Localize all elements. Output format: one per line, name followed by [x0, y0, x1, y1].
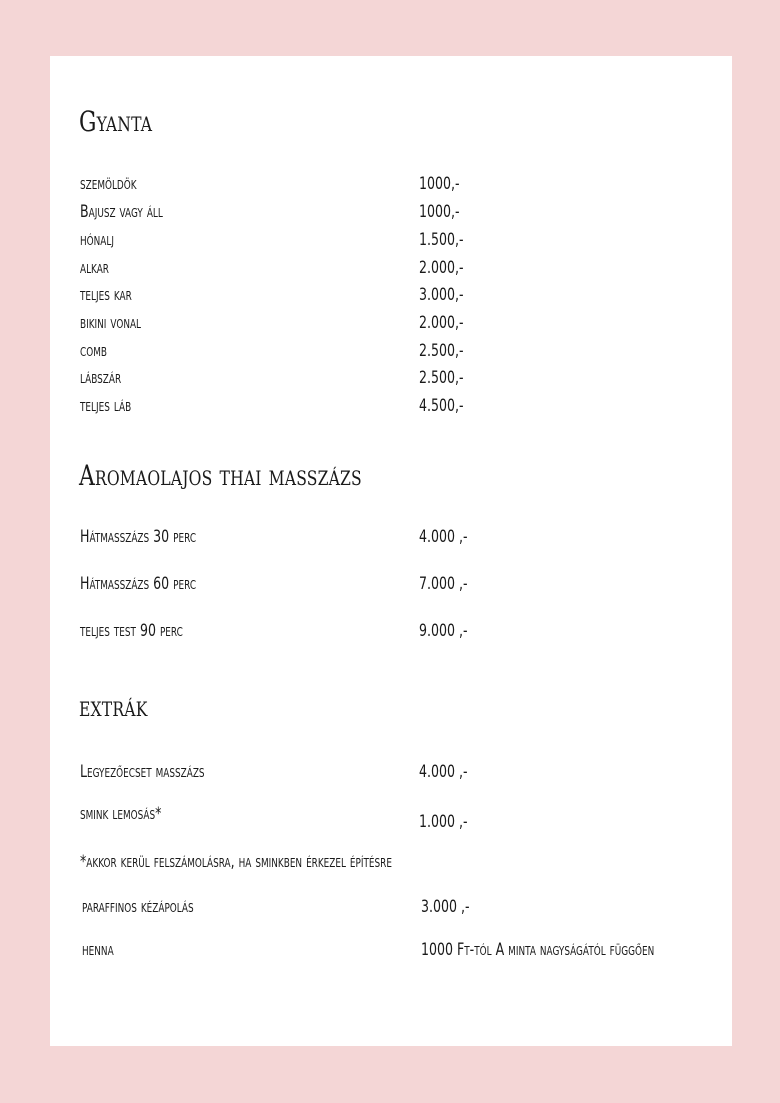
list-item — [0, 394, 780, 418]
footnote: *akkor kerül felszámolásra, ha sminkben érkezel építésre — [80, 852, 392, 872]
item-price: 1.000 ,- — [419, 812, 468, 832]
list-item — [0, 619, 780, 643]
item-price: 1.500,- — [419, 230, 464, 250]
item-name: teljes láb — [80, 396, 132, 416]
item-name: Legyezőecset masszázs — [80, 762, 205, 782]
item-name: teljes kar — [80, 285, 132, 305]
item-price: 4.000 ,- — [419, 527, 468, 547]
item-price: 2.500,- — [419, 368, 464, 388]
item-price: 1000,- — [419, 202, 460, 222]
list-item — [0, 256, 780, 280]
list-item — [0, 895, 780, 919]
item-name: henna — [82, 940, 114, 960]
item-price: 4.000 ,- — [419, 762, 468, 782]
item-price: 2.000,- — [419, 313, 464, 333]
item-name: alkar — [80, 258, 109, 278]
item-price: 2.000,- — [419, 258, 464, 278]
item-price: 3.000,- — [419, 285, 464, 305]
item-price: 1000 Ft-tól A minta nagyságától függően — [421, 940, 655, 960]
item-name: lábszár — [80, 368, 122, 388]
item-price: 4.500,- — [419, 396, 464, 416]
item-name: teljes test 90 perc — [80, 621, 183, 641]
item-price: 3.000 ,- — [421, 897, 470, 917]
section-title-extrak: extrák — [79, 690, 148, 723]
list-item — [0, 760, 780, 784]
list-item — [0, 200, 780, 224]
list-item — [0, 339, 780, 363]
item-price: 2.500,- — [419, 341, 464, 361]
list-item — [0, 283, 780, 307]
item-name: Hátmasszázs 30 perc — [80, 527, 197, 547]
item-price: 9.000 ,- — [419, 621, 468, 641]
item-name: hónalj — [80, 230, 114, 250]
list-item — [0, 806, 780, 830]
item-name: Hátmasszázs 60 perc — [80, 574, 197, 594]
section-title-gyanta: Gyanta — [79, 105, 153, 138]
list-item — [0, 938, 780, 962]
item-name: paraffinos kézápolás — [82, 897, 194, 917]
section-title-thai: Aromaolajos thai masszázs — [79, 459, 362, 492]
item-name: bikini vonal — [80, 313, 141, 333]
list-item — [0, 172, 780, 196]
list-item — [0, 525, 780, 549]
item-price: 1000,- — [419, 174, 460, 194]
item-name: smink lemosás* — [80, 804, 162, 824]
list-item — [0, 572, 780, 596]
item-name: Bajusz vagy áll — [80, 202, 163, 222]
item-price: 7.000 ,- — [419, 574, 468, 594]
list-item — [0, 228, 780, 252]
item-name: szemöldök — [80, 174, 137, 194]
list-item — [0, 311, 780, 335]
list-item — [0, 366, 780, 390]
item-name: comb — [80, 341, 107, 361]
